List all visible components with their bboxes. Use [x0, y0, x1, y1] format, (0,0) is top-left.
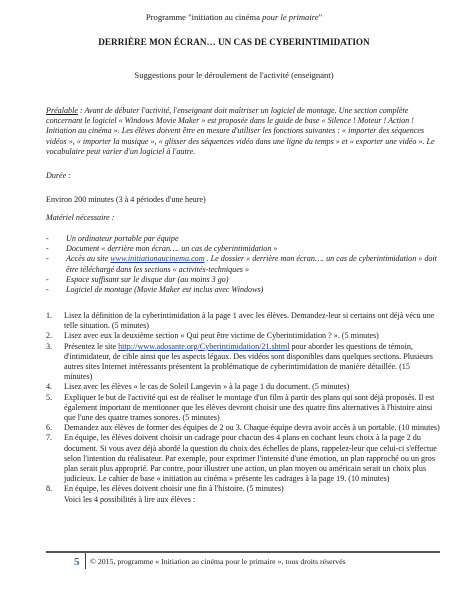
step-item — [46, 311, 440, 331]
step-text: En équipe, les élèves doivent choisir une fin à l'histoire. (5 minutes) — [64, 484, 284, 494]
document-subtitle: Suggestions pour le déroulement de l'activité (enseignant) — [134, 70, 334, 80]
step-item — [46, 382, 440, 392]
step-text: Présentez le site — [64, 341, 119, 351]
step-number: 4. — [46, 382, 53, 392]
materiel-label: Matériel nécessaire : — [46, 213, 115, 222]
materiel-item-text: Document « derrière mon écran…. un cas de cyberintimidation » — [66, 244, 278, 254]
document-title: DERRIÈRE MON ÉCRAN… UN CAS DE CYBERINTIMIDATION — [98, 37, 370, 47]
program-header — [0, 12, 468, 22]
site-link[interactable]: www.initiationaucinema.com — [110, 254, 205, 264]
footer-separator — [85, 553, 86, 569]
program-header-text: Programme "initiation au cinéma — [145, 12, 263, 22]
step-text: Demandez aux élèves de former des équipes de 2 ou 3. Chaque équipe devra avoir accès à un portable. (10 minutes) — [64, 423, 440, 433]
step-item — [46, 433, 440, 484]
program-header-emphasis: pour le primaire — [262, 12, 319, 22]
prealable-text: : Avant de débuter l'activité, l'enseignant doit maîtriser un logiciel de montage. Une section complète concernant le logiciel « Windows Movie Maker » est proposée dans le guide de base « Silence ! Moteur ! Action ! Initiation au cinéma ». Les élèves doivent être en mesure d'utiliser les fonctions suivantes : « importer des séquences vidéos », « importer la musique », « glisser des séquences vidéo dans une ligne du temps » et « exporter une vidéo ». Le vocabulaire peut varier d'un logiciel à l'autre. — [46, 106, 435, 156]
materiel-item: - Document « derrière mon écran…. un cas de cyberintimidation » — [46, 244, 278, 254]
step-number: 5. — [46, 392, 53, 402]
duree-label: Durée : — [46, 171, 71, 180]
materiel-list — [46, 234, 438, 295]
materiel-item: - Un ordinateur portable par équipe — [46, 234, 179, 243]
prealable-paragraph — [46, 106, 440, 157]
materiel-item-text: Accès au site — [66, 254, 111, 264]
materiel-item-text: . Le dossier « derrière mon écran…. un cas de cyberintimidation » doit être téléchargé dans les sections « activités-techniques » — [66, 254, 437, 274]
step-text: Lisez la définition de la cyberintimidation à la page 1 avec les élèves. Demandez-leur si certains ont déjà vécu une telle situation. (5 minutes) — [64, 311, 435, 331]
step-item — [46, 342, 440, 383]
step-item — [46, 331, 440, 341]
step-text: Expliquer le but de l'activité qui est de réaliser le montage d'un film à partir des plans qui sont déjà proposés. Il est également important de mentionner que les élèves devront choisir une des quatre fins alternatives à l'histoire ainsi que l'une des quatre trames sonores. (5 minutes) — [64, 392, 435, 423]
step-text: pour aborder les questions de témoin, d'intimidateur, de cible ainsi que les aspects légaux. Des vidéos sont disponibles dans quelques sections. Plusieurs autres sites Internet intéressants présentent la problématique de cyberintimidation de manière détaillée. (15 minutes) — [64, 341, 433, 382]
footer-divider — [46, 551, 440, 553]
materiel-item-text: Espace suffisant sur le disque dur (au moins 3 go) — [66, 274, 229, 284]
step-text: Voici les 4 possibilités à lire aux élèves : — [64, 494, 196, 504]
step-number: 3. — [46, 341, 53, 351]
step-text: Lisez avec les élèves « le cas de Soleil Langevin » à la page 1 du document. (5 minutes) — [64, 382, 350, 392]
prealable-label: Préalable — [46, 106, 78, 115]
materiel-item: - Logiciel de montage (Movie Maker est inclus avec Windows) — [46, 285, 264, 295]
step-item — [46, 484, 440, 504]
step-text: Lisez avec eux la deuxième section « Qui peut être victime de Cyberintimidation ? ». (5 minutes) — [64, 331, 379, 341]
step-number: 7. — [46, 433, 53, 443]
program-header-close: " — [318, 12, 323, 22]
page-number: 5 — [74, 556, 80, 568]
step-number: 2. — [46, 331, 53, 341]
materiel-item: - Espace suffisant sur le disque dur (au moins 3 go) — [46, 274, 229, 284]
footer-copyright: © 2015, programme « Initiation au cinéma pour le primaire », tous droits réservés — [90, 557, 346, 566]
step-item — [46, 423, 440, 433]
steps-list — [46, 311, 440, 505]
duree-value: Environ 200 minutes (3 à 4 périodes d'une heure) — [46, 195, 206, 204]
step-item — [46, 393, 440, 424]
step-number: 8. — [46, 484, 53, 494]
materiel-item-text: Logiciel de montage (Movie Maker est inclus avec Windows) — [66, 285, 264, 295]
step-number: 6. — [46, 423, 53, 433]
materiel-item: - Accès au site www.initiationaucinema.com . Le dossier « derrière mon écran…. un cas de cyberintimidation » doit être téléchargé dans les sections « activités-techniques » — [46, 254, 437, 274]
step-text: En équipe, les élèves doivent choisir un cadrage pour chacun des 4 plans en cochant leurs choix à la page 2 du document. Si vous avez déjà abordé la question du choix des échelles de plans, rappelez-leur que celui-ci s'effectue selon l'intention du réalisateur. Par exemple, pour exprimer l'intensité d'une émotion, un plan rapproché ou un gros plan serait plus approprié. Par contre, pour illustrer une action, un plan moyen ou américain serait un choix plus judicieux. Le cahier de base « initiation au cinéma » présente les cadrages à la page 19. (10 minutes) — [64, 433, 437, 484]
step-number: 1. — [46, 311, 53, 320]
materiel-item-text: Un ordinateur portable par équipe — [66, 234, 179, 243]
adosante-link[interactable]: http://www.adosante.org/Cyberintimidation/21.shtml — [118, 341, 290, 351]
